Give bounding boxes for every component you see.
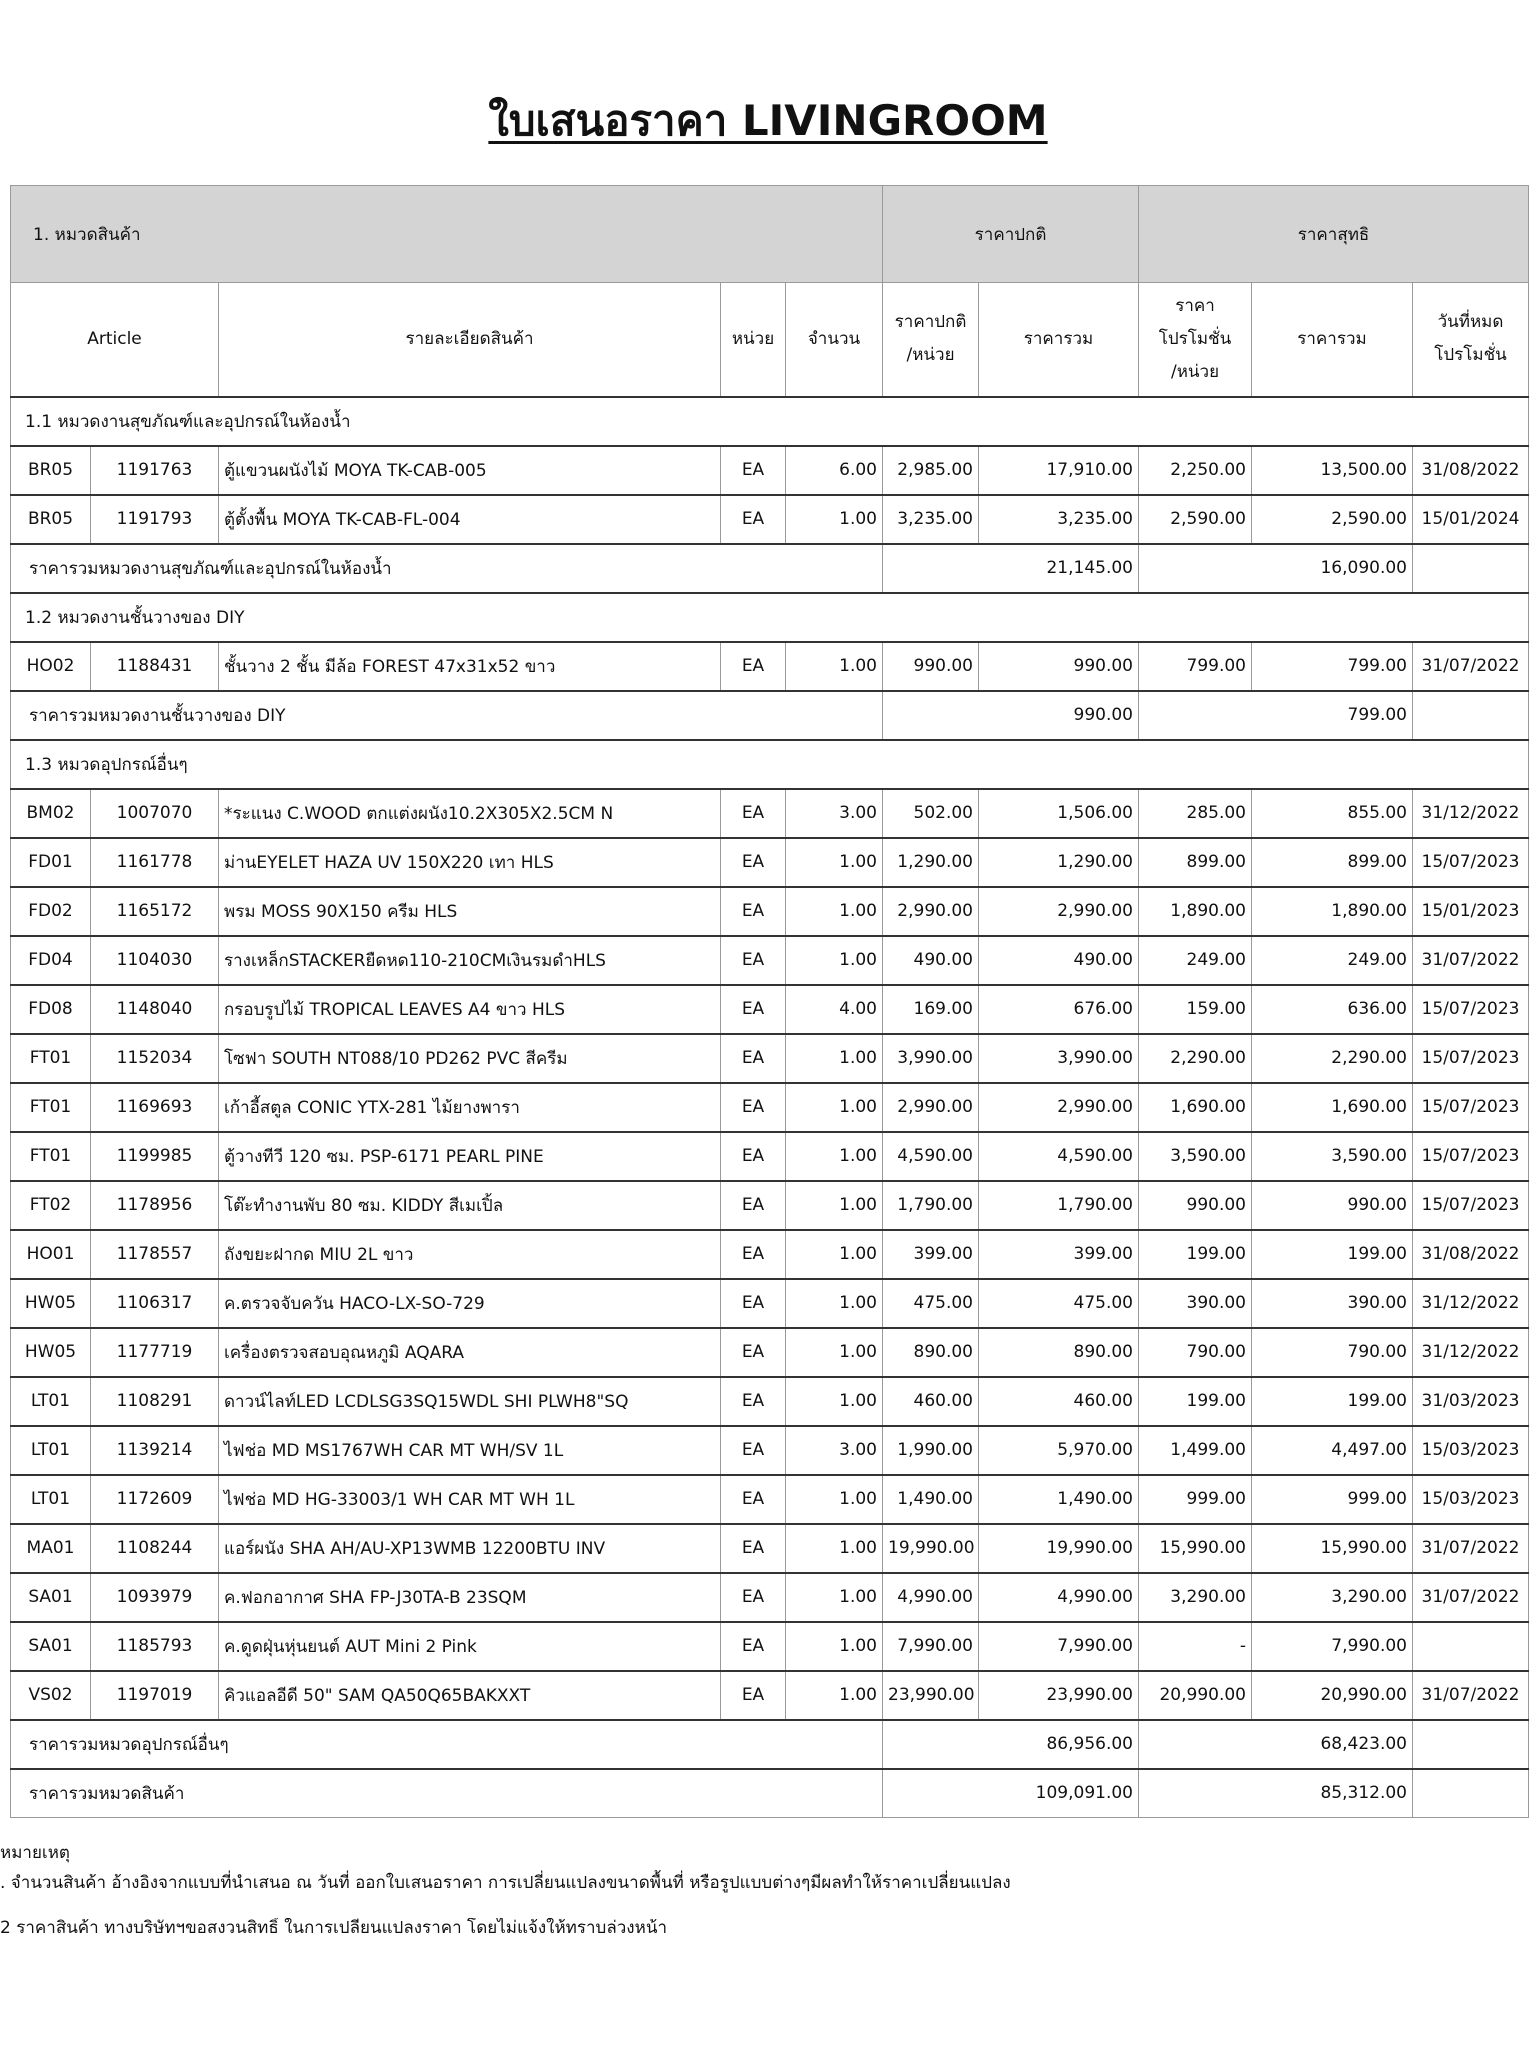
table-row xyxy=(11,1377,1529,1426)
item-code: MA01 xyxy=(11,1524,91,1573)
section-title: 1.2 หมวดงานชั้นวางของ DIY xyxy=(11,593,1529,642)
item-article: 1178557 xyxy=(91,1230,219,1279)
item-code: FT01 xyxy=(11,1083,91,1132)
item-promo-end: 31/07/2022 xyxy=(1413,1573,1529,1622)
item-unit: EA xyxy=(721,1181,786,1230)
item-promo-end: 31/03/2023 xyxy=(1413,1377,1529,1426)
item-price-per-unit: 2,990.00 xyxy=(883,887,979,936)
item-promo-end: 31/08/2022 xyxy=(1413,446,1529,495)
col-end-l1: วันที่หมด xyxy=(1437,312,1504,333)
col-price-per-unit xyxy=(883,283,979,397)
table-row xyxy=(11,1132,1529,1181)
item-unit: EA xyxy=(721,1622,786,1671)
table-row xyxy=(11,1573,1529,1622)
item-article: 1199985 xyxy=(91,1132,219,1181)
item-price-per-unit: 475.00 xyxy=(883,1279,979,1328)
item-article: 1152034 xyxy=(91,1034,219,1083)
item-article: 1139214 xyxy=(91,1426,219,1475)
item-total: 4,590.00 xyxy=(979,1132,1139,1181)
table-row xyxy=(11,1181,1529,1230)
col-description: รายละเอียดสินค้า xyxy=(219,283,721,397)
table-row xyxy=(11,985,1529,1034)
item-quantity: 3.00 xyxy=(786,1426,883,1475)
col-unit: หน่วย xyxy=(721,283,786,397)
item-promo-end: 31/07/2022 xyxy=(1413,1524,1529,1573)
item-quantity: 1.00 xyxy=(786,1573,883,1622)
grand-total-net: 85,312.00 xyxy=(1139,1769,1413,1818)
item-description: ตู้ตั้งพื้น MOYA TK-CAB-FL-004 xyxy=(219,495,721,544)
item-total: 475.00 xyxy=(979,1279,1139,1328)
item-price-per-unit: 4,590.00 xyxy=(883,1132,979,1181)
item-unit: EA xyxy=(721,1083,786,1132)
item-article: 1191763 xyxy=(91,446,219,495)
item-total: 460.00 xyxy=(979,1377,1139,1426)
table-row xyxy=(11,1524,1529,1573)
item-quantity: 1.00 xyxy=(786,1622,883,1671)
item-code: FD04 xyxy=(11,936,91,985)
item-article: 1104030 xyxy=(91,936,219,985)
item-promo-end: 15/07/2023 xyxy=(1413,1132,1529,1181)
item-promo-end: 31/12/2022 xyxy=(1413,1279,1529,1328)
table-row xyxy=(11,887,1529,936)
item-quantity: 1.00 xyxy=(786,1524,883,1573)
item-quantity: 6.00 xyxy=(786,446,883,495)
item-unit: EA xyxy=(721,1475,786,1524)
item-unit: EA xyxy=(721,985,786,1034)
item-promo-price: 20,990.00 xyxy=(1139,1671,1252,1720)
item-quantity: 4.00 xyxy=(786,985,883,1034)
table-row xyxy=(11,789,1529,838)
item-description: กรอบรูปไม้ TROPICAL LEAVES A4 ขาว HLS xyxy=(219,985,721,1034)
item-total: 1,290.00 xyxy=(979,838,1139,887)
item-total: 23,990.00 xyxy=(979,1671,1139,1720)
item-total: 2,990.00 xyxy=(979,887,1139,936)
subtotal-net: 16,090.00 xyxy=(1139,544,1413,593)
category-header-row xyxy=(11,186,1529,283)
table-row xyxy=(11,495,1529,544)
item-promo-end: 31/07/2022 xyxy=(1413,1671,1529,1720)
item-code: SA01 xyxy=(11,1622,91,1671)
item-price-per-unit: 890.00 xyxy=(883,1328,979,1377)
item-net-total: 636.00 xyxy=(1252,985,1413,1034)
subtotal-label: ราคารวมหมวดงานชั้นวางของ DIY xyxy=(11,691,883,740)
subtotal-empty xyxy=(1413,691,1529,740)
item-net-total: 249.00 xyxy=(1252,936,1413,985)
item-promo-end: 15/01/2023 xyxy=(1413,887,1529,936)
item-unit: EA xyxy=(721,1328,786,1377)
item-code: BR05 xyxy=(11,446,91,495)
item-price-per-unit: 1,490.00 xyxy=(883,1475,979,1524)
item-description: เครื่องตรวจสอบอุณหภูมิ AQARA xyxy=(219,1328,721,1377)
item-code: HO01 xyxy=(11,1230,91,1279)
table-row xyxy=(11,936,1529,985)
item-quantity: 1.00 xyxy=(786,838,883,887)
item-net-total: 2,290.00 xyxy=(1252,1034,1413,1083)
item-quantity: 1.00 xyxy=(786,1083,883,1132)
item-net-total: 799.00 xyxy=(1252,642,1413,691)
item-unit: EA xyxy=(721,1377,786,1426)
item-quantity: 1.00 xyxy=(786,1132,883,1181)
item-total: 1,506.00 xyxy=(979,789,1139,838)
note-line-2-clipped xyxy=(0,1918,667,1938)
item-article: 1172609 xyxy=(91,1475,219,1524)
section-header-row xyxy=(11,397,1529,446)
grand-total-row xyxy=(11,1769,1529,1818)
item-code: LT01 xyxy=(11,1377,91,1426)
item-promo-end: 15/07/2023 xyxy=(1413,1181,1529,1230)
item-description: ค.ตรวจจับควัน HACO-LX-SO-729 xyxy=(219,1279,721,1328)
item-promo-price: 3,290.00 xyxy=(1139,1573,1252,1622)
item-quantity: 1.00 xyxy=(786,495,883,544)
col-promo-l3: /หน่วย xyxy=(1170,361,1220,382)
item-quantity: 1.00 xyxy=(786,1279,883,1328)
item-total: 490.00 xyxy=(979,936,1139,985)
item-net-total: 13,500.00 xyxy=(1252,446,1413,495)
item-quantity: 1.00 xyxy=(786,1671,883,1720)
subtotal-normal: 21,145.00 xyxy=(883,544,1139,593)
item-promo-end: 31/08/2022 xyxy=(1413,1230,1529,1279)
item-description: โซฟา SOUTH NT088/10 PD262 PVC สีครีม xyxy=(219,1034,721,1083)
item-quantity: 1.00 xyxy=(786,936,883,985)
item-net-total: 390.00 xyxy=(1252,1279,1413,1328)
item-description: ม่านEYELET HAZA UV 150X220 เทา HLS xyxy=(219,838,721,887)
item-total: 399.00 xyxy=(979,1230,1139,1279)
item-promo-price: - xyxy=(1139,1622,1252,1671)
item-promo-price: 199.00 xyxy=(1139,1377,1252,1426)
item-unit: EA xyxy=(721,936,786,985)
document-title xyxy=(0,88,1536,154)
section-header-row xyxy=(11,740,1529,789)
item-description: *ระแนง C.WOOD ตกแต่งผนัง10.2X305X2.5CM N xyxy=(219,789,721,838)
item-total: 2,990.00 xyxy=(979,1083,1139,1132)
table-row xyxy=(11,838,1529,887)
col-total: ราคารวม xyxy=(979,283,1139,397)
item-code: HW05 xyxy=(11,1279,91,1328)
table-row xyxy=(11,1426,1529,1475)
section-title: 1.3 หมวดอุปกรณ์อื่นๆ xyxy=(11,740,1529,789)
table-row xyxy=(11,1671,1529,1720)
quotation-table xyxy=(10,185,1529,1818)
item-promo-price: 790.00 xyxy=(1139,1328,1252,1377)
item-price-per-unit: 4,990.00 xyxy=(883,1573,979,1622)
item-promo-price: 390.00 xyxy=(1139,1279,1252,1328)
item-promo-end: 15/07/2023 xyxy=(1413,985,1529,1034)
item-price-per-unit: 990.00 xyxy=(883,642,979,691)
column-header-row xyxy=(11,283,1529,397)
item-promo-price: 3,590.00 xyxy=(1139,1132,1252,1181)
item-promo-price: 249.00 xyxy=(1139,936,1252,985)
item-net-total: 7,990.00 xyxy=(1252,1622,1413,1671)
item-net-total: 899.00 xyxy=(1252,838,1413,887)
item-net-total: 3,590.00 xyxy=(1252,1132,1413,1181)
item-code: FD08 xyxy=(11,985,91,1034)
item-price-per-unit: 2,985.00 xyxy=(883,446,979,495)
item-price-per-unit: 23,990.00 xyxy=(883,1671,979,1720)
item-promo-price: 1,890.00 xyxy=(1139,887,1252,936)
table-row xyxy=(11,1328,1529,1377)
item-description: ไฟช่อ MD MS1767WH CAR MT WH/SV 1L xyxy=(219,1426,721,1475)
item-code: FD01 xyxy=(11,838,91,887)
col-promo-end xyxy=(1413,283,1529,397)
item-net-total: 855.00 xyxy=(1252,789,1413,838)
item-net-total: 15,990.00 xyxy=(1252,1524,1413,1573)
item-quantity: 1.00 xyxy=(786,1475,883,1524)
item-promo-end xyxy=(1413,1622,1529,1671)
item-total: 990.00 xyxy=(979,642,1139,691)
item-promo-price: 15,990.00 xyxy=(1139,1524,1252,1573)
item-description: เก้าอี้สตูล CONIC YTX-281 ไม้ยางพารา xyxy=(219,1083,721,1132)
item-total: 890.00 xyxy=(979,1328,1139,1377)
item-article: 1177719 xyxy=(91,1328,219,1377)
item-net-total: 1,690.00 xyxy=(1252,1083,1413,1132)
item-promo-price: 199.00 xyxy=(1139,1230,1252,1279)
item-unit: EA xyxy=(721,1671,786,1720)
item-description: ดาวน์ไลท์LED LCDLSG3SQ15WDL SHI PLWH8"SQ xyxy=(219,1377,721,1426)
item-article: 1148040 xyxy=(91,985,219,1034)
item-code: VS02 xyxy=(11,1671,91,1720)
item-code: FT02 xyxy=(11,1181,91,1230)
table-row xyxy=(11,642,1529,691)
item-price-per-unit: 1,990.00 xyxy=(883,1426,979,1475)
item-article: 1188431 xyxy=(91,642,219,691)
item-code: SA01 xyxy=(11,1573,91,1622)
subtotal-empty xyxy=(1413,544,1529,593)
item-quantity: 1.00 xyxy=(786,1328,883,1377)
item-description: ถังขยะฝากด MIU 2L ขาว xyxy=(219,1230,721,1279)
table-row xyxy=(11,1279,1529,1328)
item-price-per-unit: 502.00 xyxy=(883,789,979,838)
item-unit: EA xyxy=(721,789,786,838)
item-unit: EA xyxy=(721,1230,786,1279)
item-description: ค.ฟอกอากาศ SHA FP-J30TA-B 23SQM xyxy=(219,1573,721,1622)
item-description: ไฟช่อ MD HG-33003/1 WH CAR MT WH 1L xyxy=(219,1475,721,1524)
item-price-per-unit: 2,990.00 xyxy=(883,1083,979,1132)
item-total: 19,990.00 xyxy=(979,1524,1139,1573)
section-title: 1.1 หมวดงานสุขภัณฑ์และอุปกรณ์ในห้องน้ำ xyxy=(11,397,1529,446)
item-description: ตู้วางทีวี 120 ซม. PSP-6171 PEARL PINE xyxy=(219,1132,721,1181)
subtotal-empty xyxy=(1413,1720,1529,1769)
item-article: 1178956 xyxy=(91,1181,219,1230)
item-net-total: 990.00 xyxy=(1252,1181,1413,1230)
item-unit: EA xyxy=(721,1524,786,1573)
item-net-total: 790.00 xyxy=(1252,1328,1413,1377)
item-code: LT01 xyxy=(11,1475,91,1524)
item-unit: EA xyxy=(721,1034,786,1083)
item-quantity: 1.00 xyxy=(786,1377,883,1426)
table-row xyxy=(11,1083,1529,1132)
item-description: ค.ดูดฝุ่นหุ่นยนต์ AUT Mini 2 Pink xyxy=(219,1622,721,1671)
col-quantity: จำนวน xyxy=(786,283,883,397)
item-unit: EA xyxy=(721,887,786,936)
section-header-row xyxy=(11,593,1529,642)
item-unit: EA xyxy=(721,642,786,691)
subtotal-net: 799.00 xyxy=(1139,691,1413,740)
item-article: 1165172 xyxy=(91,887,219,936)
item-description: รางเหล็กSTACKERยืดหด110-210CMเงินรมดำHLS xyxy=(219,936,721,985)
item-article: 1161778 xyxy=(91,838,219,887)
grand-total-label: ราคารวมหมวดสินค้า xyxy=(11,1769,883,1818)
item-description: แอร์ผนัง SHA AH/AU-XP13WMB 12200BTU INV xyxy=(219,1524,721,1573)
item-promo-price: 990.00 xyxy=(1139,1181,1252,1230)
title-text: ใบเสนอราคา LIVINGROOM xyxy=(488,96,1048,145)
col-end-l2: โปรโมชั่น xyxy=(1434,345,1507,366)
item-description: ชั้นวาง 2 ชั้น มีล้อ FOREST 47x31x52 ขาว xyxy=(219,642,721,691)
item-promo-end: 31/07/2022 xyxy=(1413,642,1529,691)
item-code: FT01 xyxy=(11,1034,91,1083)
col-promo-l1: ราคา xyxy=(1175,295,1215,316)
col-promo-l2: โปรโมชั่น xyxy=(1158,328,1232,349)
item-promo-price: 2,290.00 xyxy=(1139,1034,1252,1083)
item-promo-end: 15/07/2023 xyxy=(1413,838,1529,887)
item-article: 1185793 xyxy=(91,1622,219,1671)
subtotal-row xyxy=(11,1720,1529,1769)
item-net-total: 999.00 xyxy=(1252,1475,1413,1524)
notes-heading: หมายเหตุ xyxy=(0,1843,70,1863)
item-price-per-unit: 169.00 xyxy=(883,985,979,1034)
item-quantity: 1.00 xyxy=(786,642,883,691)
table-row xyxy=(11,1475,1529,1524)
item-total: 17,910.00 xyxy=(979,446,1139,495)
subtotal-normal: 990.00 xyxy=(883,691,1139,740)
item-promo-end: 15/03/2023 xyxy=(1413,1475,1529,1524)
grand-total-normal: 109,091.00 xyxy=(883,1769,1139,1818)
item-price-per-unit: 1,790.00 xyxy=(883,1181,979,1230)
subtotal-normal: 86,956.00 xyxy=(883,1720,1139,1769)
item-price-per-unit: 3,235.00 xyxy=(883,495,979,544)
item-promo-price: 159.00 xyxy=(1139,985,1252,1034)
item-promo-price: 899.00 xyxy=(1139,838,1252,887)
item-unit: EA xyxy=(721,495,786,544)
item-promo-end: 15/07/2023 xyxy=(1413,1034,1529,1083)
subtotal-net: 68,423.00 xyxy=(1139,1720,1413,1769)
item-article: 1197019 xyxy=(91,1671,219,1720)
item-code: BM02 xyxy=(11,789,91,838)
category-header: 1. หมวดสินค้า xyxy=(11,186,883,283)
item-unit: EA xyxy=(721,446,786,495)
item-net-total: 3,290.00 xyxy=(1252,1573,1413,1622)
item-net-total: 2,590.00 xyxy=(1252,495,1413,544)
item-quantity: 1.00 xyxy=(786,1034,883,1083)
item-unit: EA xyxy=(721,1279,786,1328)
item-promo-end: 15/03/2023 xyxy=(1413,1426,1529,1475)
notes xyxy=(0,1838,1011,1898)
item-price-per-unit: 490.00 xyxy=(883,936,979,985)
item-promo-end: 31/12/2022 xyxy=(1413,789,1529,838)
item-total: 7,990.00 xyxy=(979,1622,1139,1671)
subtotal-label: ราคารวมหมวดอุปกรณ์อื่นๆ xyxy=(11,1720,883,1769)
table-row xyxy=(11,1230,1529,1279)
item-quantity: 1.00 xyxy=(786,887,883,936)
item-net-total: 199.00 xyxy=(1252,1377,1413,1426)
table-row xyxy=(11,446,1529,495)
item-article: 1169693 xyxy=(91,1083,219,1132)
col-price-per-unit-l2: /หน่วย xyxy=(906,345,955,366)
item-description: ตู้แขวนผนังไม้ MOYA TK-CAB-005 xyxy=(219,446,721,495)
item-promo-price: 799.00 xyxy=(1139,642,1252,691)
item-quantity: 1.00 xyxy=(786,1181,883,1230)
item-net-total: 1,890.00 xyxy=(1252,887,1413,936)
col-price-per-unit-l1: ราคาปกติ xyxy=(894,312,967,333)
item-net-total: 199.00 xyxy=(1252,1230,1413,1279)
item-description: คิวแอลอีดี 50" SAM QA50Q65BAKXXT xyxy=(219,1671,721,1720)
item-promo-price: 285.00 xyxy=(1139,789,1252,838)
item-unit: EA xyxy=(721,1573,786,1622)
item-price-per-unit: 3,990.00 xyxy=(883,1034,979,1083)
item-promo-price: 1,690.00 xyxy=(1139,1083,1252,1132)
item-total: 4,990.00 xyxy=(979,1573,1139,1622)
normal-price-header: ราคาปกติ xyxy=(883,186,1139,283)
item-price-per-unit: 7,990.00 xyxy=(883,1622,979,1671)
item-article: 1108244 xyxy=(91,1524,219,1573)
item-net-total: 20,990.00 xyxy=(1252,1671,1413,1720)
item-promo-price: 2,250.00 xyxy=(1139,446,1252,495)
item-article: 1108291 xyxy=(91,1377,219,1426)
col-promo-price xyxy=(1139,283,1252,397)
item-price-per-unit: 1,290.00 xyxy=(883,838,979,887)
note-line-1: . จำนวนสินค้า อ้างอิงจากแบบที่นำเสนอ ณ วันที่ ออกใบเสนอราคา การเปลี่ยนแปลงขนาดพื้นที่ หรือรูปแบบต่างๆมีผลทำให้ราคาเปลี่ยนแปลง xyxy=(0,1873,1011,1893)
net-price-header: ราคาสุทธิ xyxy=(1139,186,1529,283)
item-article: 1106317 xyxy=(91,1279,219,1328)
item-total: 3,235.00 xyxy=(979,495,1139,544)
item-promo-price: 999.00 xyxy=(1139,1475,1252,1524)
subtotal-row xyxy=(11,691,1529,740)
table-row xyxy=(11,1622,1529,1671)
item-article: 1007070 xyxy=(91,789,219,838)
item-unit: EA xyxy=(721,838,786,887)
item-description: โต๊ะทำงานพับ 80 ซม. KIDDY สีเมเปิ้ล xyxy=(219,1181,721,1230)
item-total: 1,490.00 xyxy=(979,1475,1139,1524)
item-promo-price: 2,590.00 xyxy=(1139,495,1252,544)
item-total: 1,790.00 xyxy=(979,1181,1139,1230)
col-article: Article xyxy=(11,283,219,397)
item-promo-price: 1,499.00 xyxy=(1139,1426,1252,1475)
item-price-per-unit: 399.00 xyxy=(883,1230,979,1279)
item-code: FD02 xyxy=(11,887,91,936)
item-total: 676.00 xyxy=(979,985,1139,1034)
item-quantity: 1.00 xyxy=(786,1230,883,1279)
item-total: 5,970.00 xyxy=(979,1426,1139,1475)
item-code: BR05 xyxy=(11,495,91,544)
item-description: พรม MOSS 90X150 ครีม HLS xyxy=(219,887,721,936)
item-code: HW05 xyxy=(11,1328,91,1377)
item-code: FT01 xyxy=(11,1132,91,1181)
item-promo-end: 31/07/2022 xyxy=(1413,936,1529,985)
item-net-total: 4,497.00 xyxy=(1252,1426,1413,1475)
subtotal-label: ราคารวมหมวดงานสุขภัณฑ์และอุปกรณ์ในห้องน้ำ xyxy=(11,544,883,593)
subtotal-row xyxy=(11,544,1529,593)
table-row xyxy=(11,1034,1529,1083)
item-article: 1093979 xyxy=(91,1573,219,1622)
item-code: HO02 xyxy=(11,642,91,691)
item-unit: EA xyxy=(721,1426,786,1475)
item-quantity: 3.00 xyxy=(786,789,883,838)
note-line-2: 2 ราคาสินค้า ทางบริษัทฯขอสงวนสิทธิ์ ในการเปลี่ยนแปลงราคา โดยไม่แจ้งให้ทราบล่วงหน้า xyxy=(0,1918,667,1938)
item-total: 3,990.00 xyxy=(979,1034,1139,1083)
item-code: LT01 xyxy=(11,1426,91,1475)
item-promo-end: 15/07/2023 xyxy=(1413,1083,1529,1132)
item-promo-end: 15/01/2024 xyxy=(1413,495,1529,544)
item-price-per-unit: 19,990.00 xyxy=(883,1524,979,1573)
grand-total-empty xyxy=(1413,1769,1529,1818)
item-article: 1191793 xyxy=(91,495,219,544)
col-net-total: ราคารวม xyxy=(1252,283,1413,397)
item-promo-end: 31/12/2022 xyxy=(1413,1328,1529,1377)
item-unit: EA xyxy=(721,1132,786,1181)
item-price-per-unit: 460.00 xyxy=(883,1377,979,1426)
